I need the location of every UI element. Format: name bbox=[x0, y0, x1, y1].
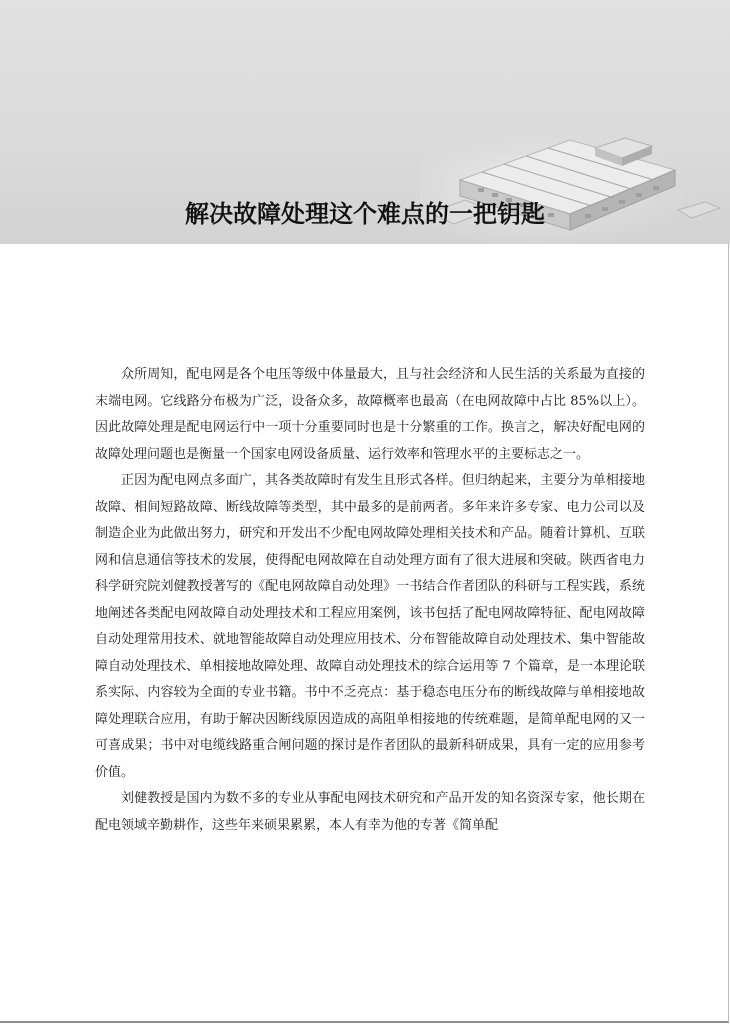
paragraph: 刘健教授是国内为数不多的专业从事配电网技术研究和产品开发的知名资深专家，他长期在配电领域辛勤耕作，这些年来硕果累累，本人有幸为他的专著《简单配 bbox=[95, 791, 645, 833]
body-text bbox=[95, 362, 645, 839]
paragraph: 众所周知，配电网是各个电压等级中体量最大，且与社会经济和人民生活的关系最为直接的末端电网。它线路分布极为广泛，设备众多，故障概率也最高（在电网故障中占比 85%以上）。因此故障处理是配电网运行中一项十分重要同时也是十分繁重的工作。换言之，解决好配电网的故障处理问题也是衡量一个国家电网设备质量、运行效率和管理水平的主要标志之一。 bbox=[95, 367, 645, 462]
chapter-title: 解决故障处理这个难点的一把钥匙 bbox=[185, 200, 545, 228]
paragraph: 正因为配电网点多面广，其各类故障时有发生且形式各样。但归纳起来，主要分为单相接地故障、相间短路故障、断线故障等类型，其中最多的是前两者。多年来许多专家、电力公司以及制造企业为此做出努力，研究和开发出不少配电网故障处理相关技术和产品。随着计算机、互联网和信息通信等技术的发展，使得配电网故障在自动处理方面有了很大进展和突破。陕西省电力科学研究院刘健教授著写的《配电网故障自动处理》一书结合作者团队的科研与工程实践，系统地阐述各类配电网故障自动处理技术和工程应用案例，该书包括了配电网故障特征、配电网故障自动处理常用技术、就地智能故障自动处理应用技术、分布智能故障自动处理技术、集中智能故障自动处理技术、单相接地故障处理、故障自动处理技术的综合运用等 7 个篇章，是一本理论联系实际、内容较为全面的专业书籍。书中不乏亮点：基于稳态电压分布的断线故障与单相接地故障处理联合应用，有助于解决因断线原因造成的高阻单相接地的传统难题，是简单配电网的又一可喜成果；书中对电缆线路重合闸问题的探讨是作者团队的最新科研成果，具有一定的应用参考价值。 bbox=[95, 473, 645, 780]
chapter-header-band bbox=[0, 0, 730, 244]
